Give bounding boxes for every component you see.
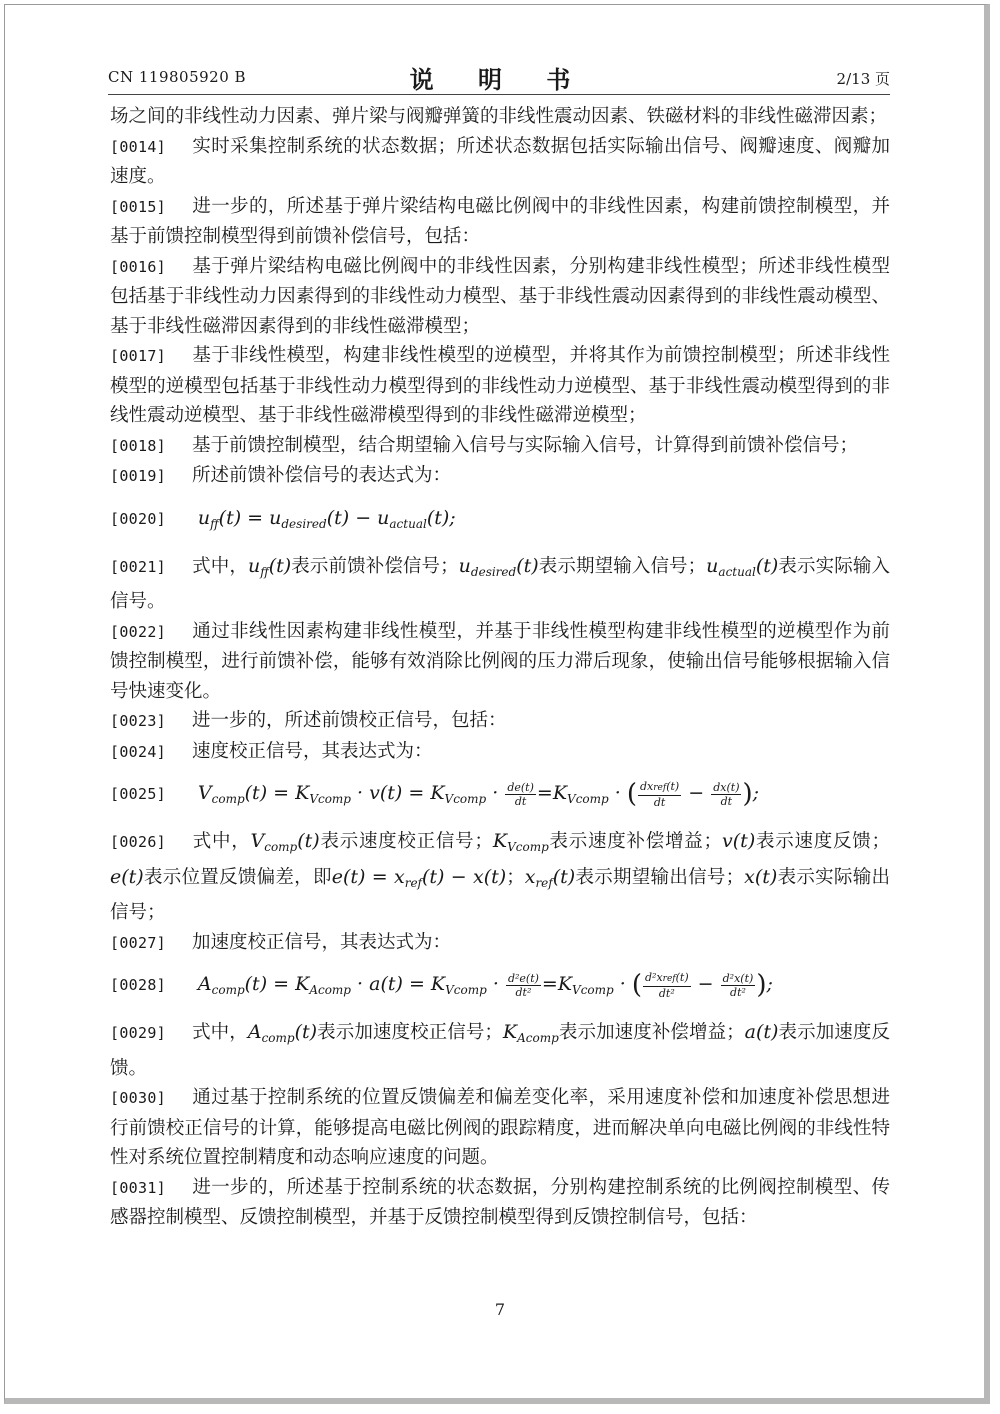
paragraph-number: [0028]	[110, 976, 166, 994]
paragraph-text: 所述前馈补偿信号的表达式为：	[192, 465, 452, 486]
paragraph-number: [0029]	[110, 1024, 166, 1042]
page-indicator: 2/13 页	[836, 70, 890, 88]
paragraph-number: [0015]	[110, 197, 166, 216]
paragraph-text: 通过基于控制系统的位置反馈偏差和偏差变化率，采用速度补偿和加速度补偿思想进行前馈校正信号的计算，能够提高电磁比例阀的跟踪精度，进而解决单向电磁比例阀的非线性特性对系统位置控制精度和动态响应速度的问题。	[110, 1087, 890, 1168]
paragraph-0026: [0026] 式中，$V_{comp}(t)$表示速度校正信号；$K_{Vcomp}$表示速度补偿增益；v(t)表示速度反馈；e(t)表示位置反馈偏差，即$e(t) = x_{ref}(t) - x(t)$；$x_{ref}(t)$表示期望输出信号；x(t)表示实际输出信号；	[110, 830, 890, 923]
paragraph-number: [0017]	[110, 347, 166, 365]
document-title: 说 明 书	[409, 65, 589, 94]
equation-0025	[110, 773, 890, 819]
paragraph-number: [0023]	[110, 712, 166, 730]
paragraph-0030	[110, 1083, 890, 1173]
paragraph-number: [0026]	[110, 833, 166, 851]
paragraph-number: [0031]	[110, 1178, 166, 1197]
paragraph-continued: 场之间的非线性动力因素、弹片梁与阀瓣弹簧的非线性震动因素、铁磁材料的非线性磁滞因素；	[110, 106, 888, 127]
formula-velocity-correction: $V_{comp}(t) = K_{Vcomp} \cdot v(t) = K_{Vcomp}$ · $\frac{de(t)}{dt}$ $=K_{Vcomp}$ · ( $\frac{\text{dxref(t)}}{dt}$ − $\frac{dx(t)}{dt}$ );	[197, 779, 760, 809]
paragraph-0031	[110, 1173, 890, 1233]
page-number: 7	[494, 1300, 506, 1319]
paragraph-text: 实时采集控制系统的状态数据；所述状态数据包括实际输出信号、阀瓣速度、阀瓣加速度。	[110, 135, 890, 187]
paragraph-0018	[110, 431, 890, 462]
paragraph-text: 进一步的，所述前馈校正信号，包括：	[192, 710, 507, 731]
paragraph-number: [0021]	[110, 557, 166, 576]
equation-0028	[110, 964, 890, 1010]
equation-0020	[110, 498, 890, 544]
paragraph-text: 进一步的，所述基于弹片梁结构电磁比例阀中的非线性因素，构建前馈控制模型，并基于前馈控制模型得到前馈补偿信号，包括：	[110, 195, 890, 247]
paragraph-number: [0027]	[110, 933, 166, 952]
paragraph-0029: [0029] 式中，$A_{comp}(t)$表示加速度校正信号；$K_{Acomp}$表示加速度补偿增益；a(t)表示加速度反馈。	[110, 1021, 890, 1079]
paragraph-number: [0018]	[110, 436, 166, 455]
paragraph-number: [0024]	[110, 742, 166, 761]
paragraph-0019	[110, 461, 890, 492]
page-header	[108, 60, 890, 96]
paragraph-number: [0014]	[110, 137, 166, 156]
formula-acceleration-correction: $A_{comp}(t) = K_{Acomp} \cdot a(t) = K_{Vcomp}$ · $\frac{\text{d²e(t)}}{\text{dt²}}$ $=K_{Vcomp}$ · ( $\frac{\text{d²xref(t)}}{\text{dt²}}$ − $\frac{\text{d²x(t)}}{\text{dt²}}$ );	[197, 970, 773, 1000]
paragraph-text: 速度校正信号，其表达式为：	[192, 740, 433, 762]
paragraph-text: 通过非线性因素构建非线性模型，并基于非线性模型构建非线性模型的逆模型作为前馈控制模型，进行前馈补偿，能够有效消除比例阀的压力滞后现象，使输出信号能够根据输入信号快速变化。	[110, 620, 890, 702]
paragraph-0023	[110, 706, 890, 737]
paragraph-number: [0019]	[110, 467, 166, 485]
paragraph-0014	[110, 132, 890, 192]
paragraph-text: 加速度校正信号，其表达式为：	[192, 931, 452, 953]
paragraph-0022	[110, 617, 890, 707]
paragraph-0021: [0021] 式中，$u_{ff}(t)$表示前馈补偿信号；$u_{desired}(t)$表示期望输入信号；$u_{actual}(t)$表示实际输入信号。	[110, 554, 890, 612]
paragraph-text: 基于弹片梁结构电磁比例阀中的非线性因素，分别构建非线性模型；所述非线性模型包括基于非线性动力因素得到的非线性动力模型、基于非线性震动因素得到的非线性震动模型、基于非线性磁滞因素得到的非线性磁滞模型；	[110, 255, 890, 337]
paragraph-text: 基于非线性模型，构建非线性模型的逆模型，并将其作为前馈控制模型；所述非线性模型的逆模型包括基于非线性动力模型得到的非线性动力逆模型、基于非线性震动模型得到的非线性震动逆模型、基于非线性磁滞模型得到的非线性磁滞逆模型；	[110, 345, 890, 426]
paragraph-number: [0025]	[110, 785, 166, 803]
paragraph-number: [0016]	[110, 257, 166, 276]
paragraph-0027	[110, 928, 890, 959]
patent-number: CN 119805920 B	[108, 68, 247, 86]
paragraph-0017	[110, 341, 890, 431]
paragraph-number: [0020]	[110, 509, 166, 528]
document-body	[110, 102, 890, 1233]
paragraph-0016	[110, 252, 890, 342]
formula-feedforward: $u_{ff}(t) = u_{desired}(t) - u_{actual}(t)$;	[197, 506, 456, 531]
paragraph-0015	[110, 192, 890, 252]
header-rule	[108, 94, 890, 95]
paragraph-number: [0022]	[110, 622, 166, 641]
paragraph-text: 进一步的，所述基于控制系统的状态数据，分别构建控制系统的比例阀控制模型、传感器控制模型、反馈控制模型，并基于反馈控制模型得到反馈控制信号，包括：	[110, 1176, 890, 1228]
paragraph-text: 基于前馈控制模型，结合期望输入信号与实际输入信号，计算得到前馈补偿信号；	[192, 434, 859, 456]
paragraph-0024	[110, 737, 890, 768]
paragraph-number: [0030]	[110, 1089, 166, 1107]
